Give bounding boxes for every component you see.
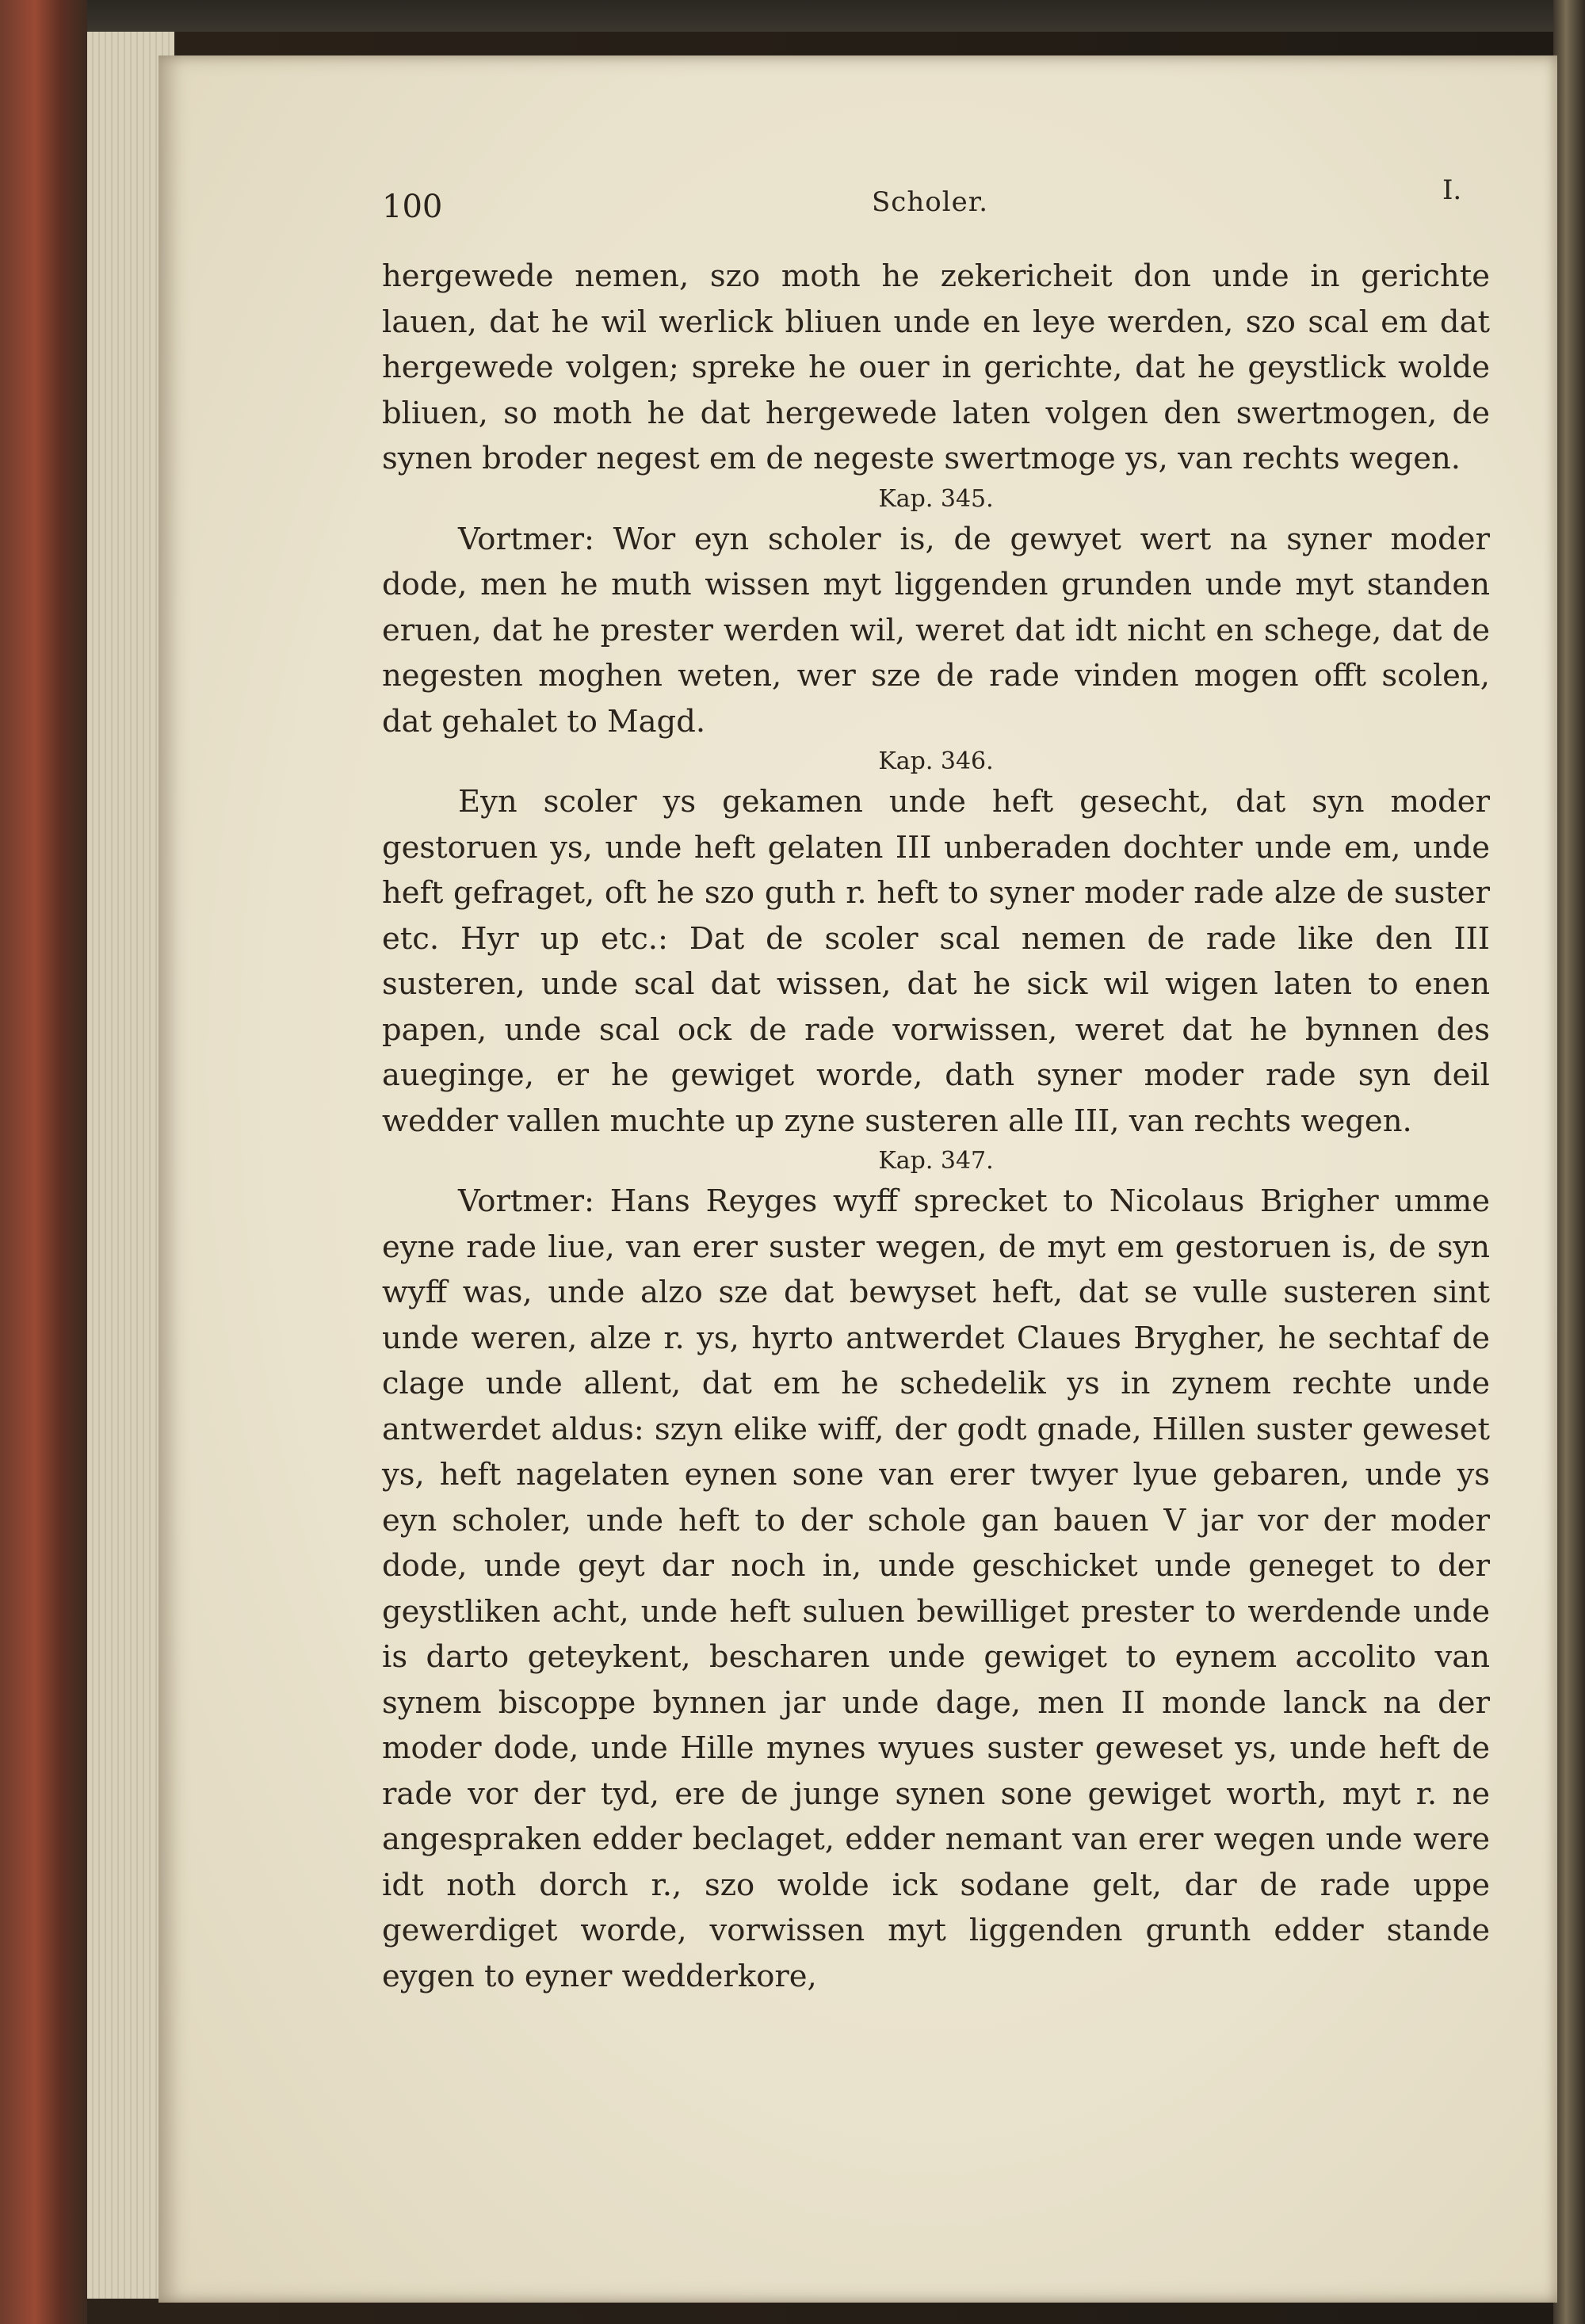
paragraph-kap-346: Eyn scoler ys gekamen unde heft gesecht, dat syn moder gestoruen ys, unde heft gelaten III unberaden dochter unde em, unde heft gefraget, oft he szo guth r. heft to syner moder rade alze de suster etc. Hyr up etc.: Dat de scoler scal nemen de rade like den III susteren, unde scal dat wissen, dat he sick wil wigen laten to enen papen, unde scal ock de rade vorwissen, weret dat he bynnen des aueginge, er he gewiget worde, dath syner moder rade syn deil wedder vallen muchte up zyne susteren alle III, van rechts wegen. [382,784,1490,1139]
book-cover-top [0,0,1585,32]
section-marker: I. [1442,174,1462,206]
paragraph-kap-345: Vortmer: Wor eyn scholer is, de gewyet wert na syner moder dode, men he muth wissen myt liggenden grunden unde myt standen eruen, dat he prester werden wil, weret dat idt nicht en schege, dat de negesten moghen weten, wer sze de rade vinden mogen offt scolen, dat gehalet to Magd. [382,521,1490,740]
page-number: 100 [382,189,443,225]
paragraph-continued: hergewede nemen, szo moth he zekericheit don unde in gerichte lauen, dat he wil werlick bliuen unde en leye werden, szo scal em dat hergewede volgen; spreke he ouer in gerichte, dat he geystlick wolde bliuen, so moth he dat hergewede laten volgen den swertmogen, de synen broder negest em de negeste swertmoge ys, van rechts wegen. [382,258,1490,476]
right-page-edge [1553,0,1585,2324]
paragraph-kap-347: Vortmer: Hans Reyges wyff sprecket to Nicolaus Brigher umme eyne rade liue, van erer suster wegen, de myt em gestoruen is, de syn wyff was, unde alzo sze dat bewyset heft, dat se vulle susteren sint unde weren, alze r. ys, hyrto antwerdet Claues Brygher, he sechtaf de clage unde allent, dat em he schedelik ys in zynem rechte unde antwerdet aldus: szyn elike wiff, der godt gnade, Hillen suster geweset ys, heft nagelaten eynen sone van erer twyer lyue gebaren, unde ys eyn scholer, unde heft to der schole gan bauen V jar vor der moder dode, unde geyt dar noch in, unde geschicket unde geneget to der geystliken acht, unde heft suluen bewilliget prester to werdende unde is darto geteykent, bescharen unde gewiget to eynem accolito van synem biscoppe bynnen jar unde dage, men II monde lanck na der moder dode, unde Hille mynes wyues suster geweset ys, unde heft de rade vor der tyd, ere de junge synen sone gewiget worth, myt r. ne angespraken edder beclaget, edder nemant van erer wegen unde were idt noth dorch r., szo wolde ick sodane gelt, dar de rade uppe gewerdiget worde, vorwissen myt liggenden grunth edder stande eygen to eyner wedderkore, [382,1183,1490,1994]
chapter-heading-346: Kap. 346. [878,747,994,775]
book-spine-edge [0,0,87,2324]
running-title: Scholer. [872,186,989,218]
page-body [382,254,1490,1999]
chapter-heading-345: Kap. 345. [878,484,994,513]
chapter-heading-347: Kap. 347. [878,1147,994,1175]
book-page [158,55,1557,2303]
